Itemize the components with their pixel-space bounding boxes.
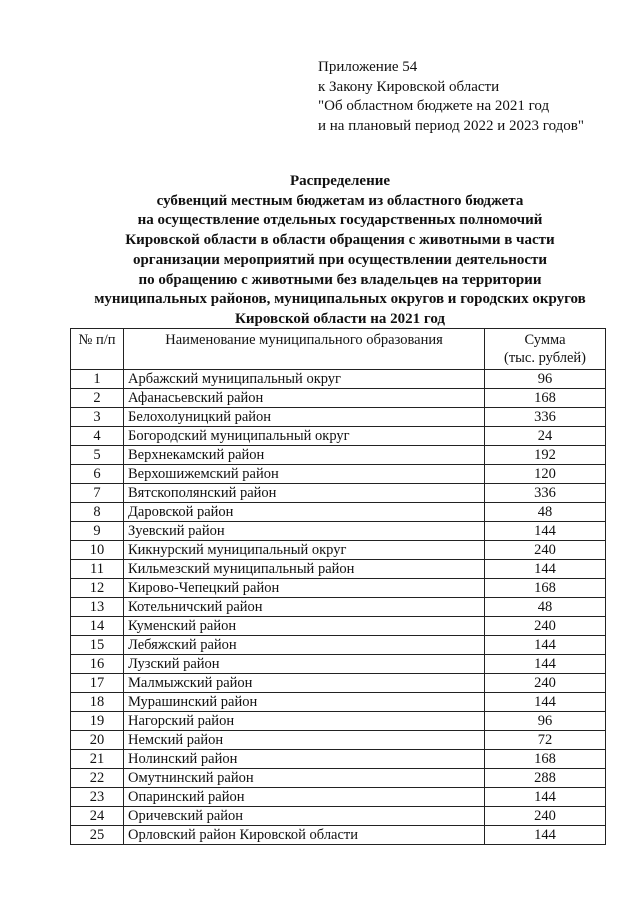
table-row — [71, 484, 606, 503]
row-name: Лебяжский район — [124, 636, 485, 655]
row-sum: 168 — [485, 579, 606, 598]
row-num: 13 — [71, 598, 124, 617]
row-sum: 96 — [485, 370, 606, 389]
row-name: Оричевский район — [124, 807, 485, 826]
row-sum: 144 — [485, 636, 606, 655]
title-line: субвенций местным бюджетам из областного бюджета — [156, 192, 524, 209]
row-num: 1 — [71, 370, 124, 389]
row-name: Верхошижемский район — [124, 465, 485, 484]
row-name: Омутнинский район — [124, 769, 485, 788]
row-num: 2 — [71, 389, 124, 408]
row-sum: 240 — [485, 674, 606, 693]
header-sum-line2: (тыс. рублей) — [504, 350, 586, 366]
row-name: Кирово-Чепецкий район — [124, 579, 485, 598]
row-sum: 48 — [485, 503, 606, 522]
row-sum: 336 — [485, 408, 606, 427]
table-body — [71, 370, 606, 845]
table-row — [71, 560, 606, 579]
row-sum: 168 — [485, 750, 606, 769]
table-row — [71, 503, 606, 522]
row-name: Богородский муниципальный округ — [124, 427, 485, 446]
row-num: 19 — [71, 712, 124, 731]
row-num: 7 — [71, 484, 124, 503]
row-num: 15 — [71, 636, 124, 655]
row-name: Опаринский район — [124, 788, 485, 807]
table-row — [71, 807, 606, 826]
header-num: № п/п — [71, 329, 124, 370]
row-name: Нагорский район — [124, 712, 485, 731]
row-sum: 144 — [485, 655, 606, 674]
row-name: Куменский район — [124, 617, 485, 636]
row-num: 10 — [71, 541, 124, 560]
row-name: Кильмезский муниципальный район — [124, 560, 485, 579]
row-num: 9 — [71, 522, 124, 541]
header-sum-line1: Сумма — [524, 332, 566, 348]
row-name: Кикнурский муниципальный округ — [124, 541, 485, 560]
row-sum: 192 — [485, 446, 606, 465]
table-row — [71, 541, 606, 560]
table-row — [71, 446, 606, 465]
row-name: Белохолуницкий район — [124, 408, 485, 427]
subvention-table — [70, 328, 606, 845]
table-row — [71, 579, 606, 598]
title-line: Кировской области на 2021 год — [235, 310, 445, 327]
table-row — [71, 731, 606, 750]
row-num: 17 — [71, 674, 124, 693]
row-sum: 96 — [485, 712, 606, 731]
table-row — [71, 408, 606, 427]
appendix-note — [318, 58, 584, 136]
appendix-line: к Закону Кировской области — [318, 78, 500, 95]
header-sum — [485, 329, 606, 370]
row-num: 3 — [71, 408, 124, 427]
row-sum: 336 — [485, 484, 606, 503]
row-name: Афанасьевский район — [124, 389, 485, 408]
title-line: на осуществление отдельных государственных полномочий — [137, 212, 543, 229]
row-num: 12 — [71, 579, 124, 598]
row-num: 5 — [71, 446, 124, 465]
appendix-line: "Об областном бюджете на 2021 год — [318, 98, 550, 114]
table-row — [71, 693, 606, 712]
row-sum: 144 — [485, 560, 606, 579]
row-num: 16 — [71, 655, 124, 674]
table-row — [71, 750, 606, 769]
table-row — [71, 712, 606, 731]
row-num: 14 — [71, 617, 124, 636]
table-row — [71, 674, 606, 693]
row-name: Малмыжский район — [124, 674, 485, 693]
row-name: Вятскополянский район — [124, 484, 485, 503]
row-sum: 24 — [485, 427, 606, 446]
table-row — [71, 598, 606, 617]
table-row — [71, 636, 606, 655]
row-name: Орловский район Кировской области — [124, 826, 485, 845]
row-name: Мурашинский район — [124, 693, 485, 712]
row-sum: 144 — [485, 522, 606, 541]
title-line: организации мероприятий при осуществлении деятельности — [132, 251, 548, 268]
appendix-line: Приложение 54 — [318, 59, 418, 75]
table-row — [71, 522, 606, 541]
row-name: Даровской район — [124, 503, 485, 522]
table-row — [71, 370, 606, 389]
row-sum: 240 — [485, 617, 606, 636]
row-sum: 288 — [485, 769, 606, 788]
row-num: 18 — [71, 693, 124, 712]
row-sum: 240 — [485, 541, 606, 560]
row-sum: 144 — [485, 826, 606, 845]
row-name: Котельничский район — [124, 598, 485, 617]
table-row — [71, 788, 606, 807]
row-num: 22 — [71, 769, 124, 788]
table-row — [71, 389, 606, 408]
header-name: Наименование муниципального образования — [124, 329, 485, 370]
row-name: Немский район — [124, 731, 485, 750]
row-num: 6 — [71, 465, 124, 484]
row-num: 8 — [71, 503, 124, 522]
table-header-row — [71, 329, 606, 370]
row-num: 23 — [71, 788, 124, 807]
title-line: Кировской области в области обращения с животными в части — [125, 232, 555, 249]
row-sum: 144 — [485, 693, 606, 712]
row-sum: 240 — [485, 807, 606, 826]
row-name: Арбажский муниципальный округ — [124, 370, 485, 389]
table-row — [71, 655, 606, 674]
table-row — [71, 617, 606, 636]
row-num: 25 — [71, 826, 124, 845]
row-num: 24 — [71, 807, 124, 826]
table-row — [71, 465, 606, 484]
table-row — [71, 769, 606, 788]
row-sum: 72 — [485, 731, 606, 750]
row-num: 21 — [71, 750, 124, 769]
row-sum: 48 — [485, 598, 606, 617]
row-num: 11 — [71, 560, 124, 579]
row-name: Верхнекамский район — [124, 446, 485, 465]
row-sum: 120 — [485, 465, 606, 484]
appendix-line: и на плановый период 2022 и 2023 годов" — [318, 117, 584, 134]
table-row — [71, 826, 606, 845]
row-name: Зуевский район — [124, 522, 485, 541]
row-sum: 168 — [485, 389, 606, 408]
title-line: по обращению с животными без владельцев на территории — [138, 271, 542, 288]
row-sum: 144 — [485, 788, 606, 807]
row-name: Лузский район — [124, 655, 485, 674]
row-num: 20 — [71, 731, 124, 750]
table-row — [71, 427, 606, 446]
title-line: муниципальных районов, муниципальных округов и городских округов — [94, 291, 586, 308]
row-num: 4 — [71, 427, 124, 446]
title-line: Распределение — [289, 173, 391, 189]
document-title — [60, 172, 620, 330]
row-name: Нолинский район — [124, 750, 485, 769]
